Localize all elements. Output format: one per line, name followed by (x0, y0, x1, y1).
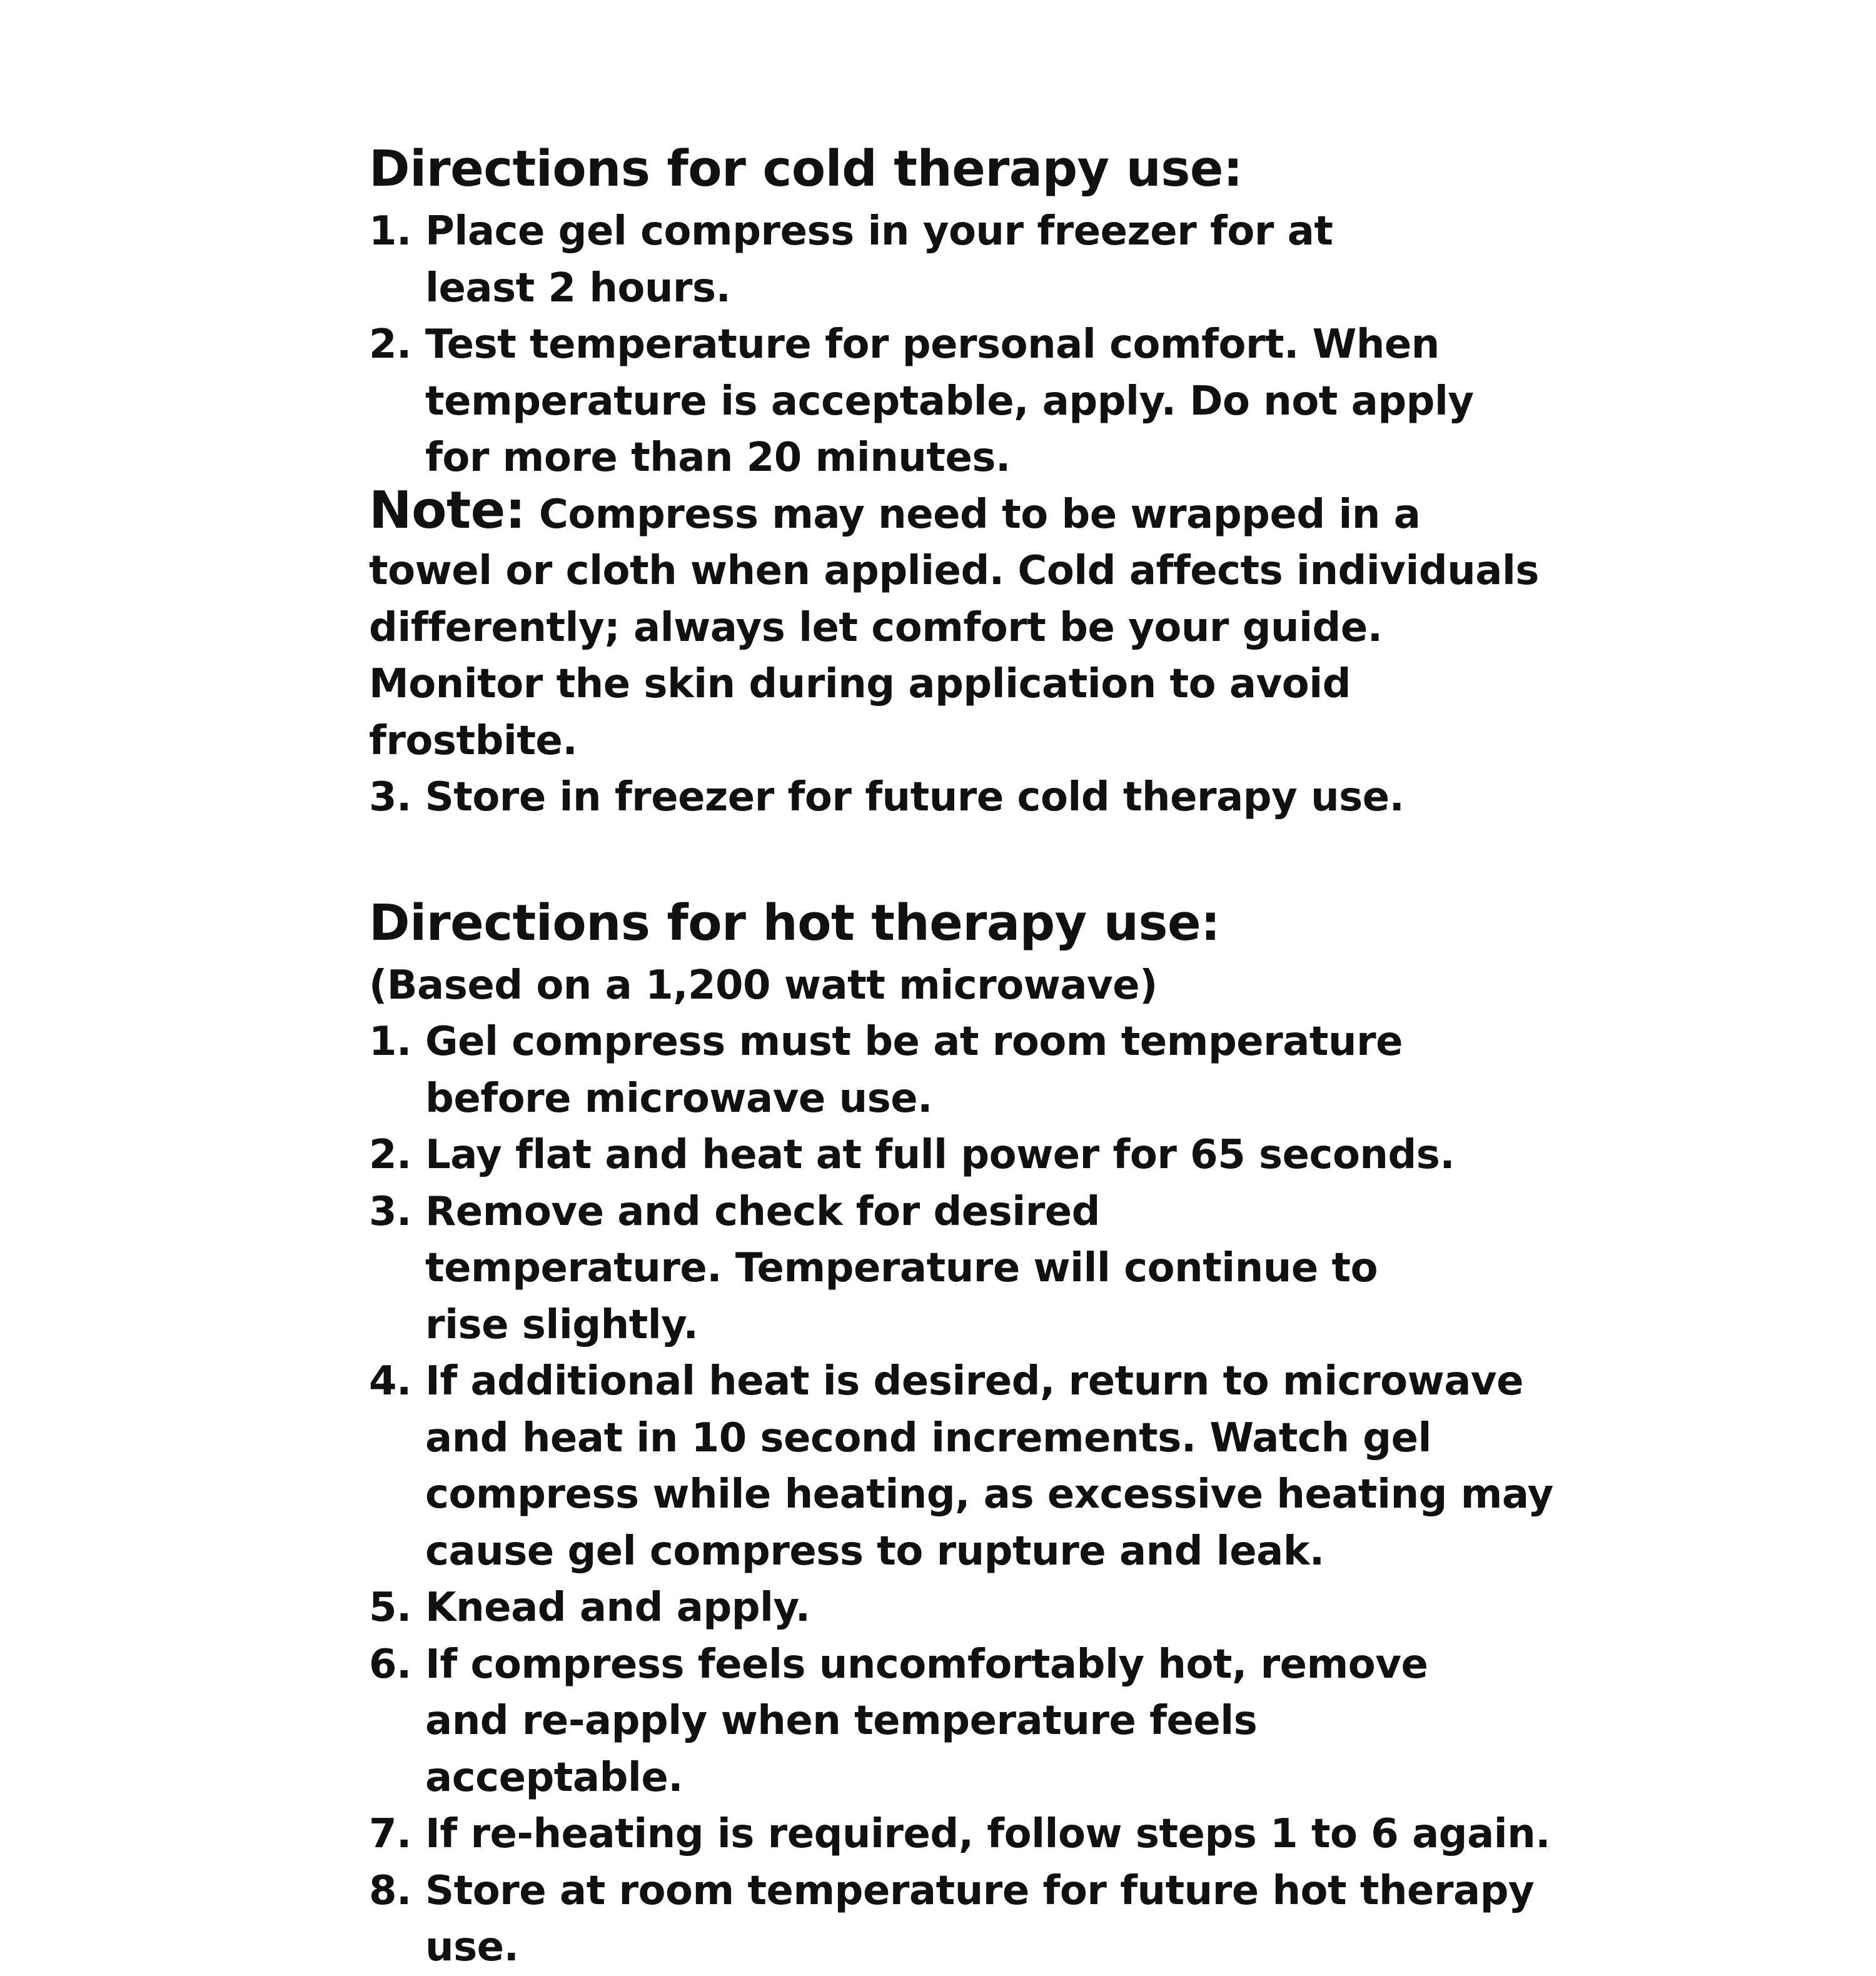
list-item (369, 1184, 1401, 1354)
step-number: 7. (369, 1811, 411, 1857)
step-text: Place gel compress in your freezer for at least 2 hours. (425, 208, 1333, 311)
step-number: 2. (369, 321, 411, 368)
cold-therapy-steps (369, 203, 1557, 486)
step-number: 3. (369, 1188, 411, 1235)
list-item (369, 1127, 1545, 1184)
step-text: Test temperature for personal comfort. When temperature is acceptable, apply. Do not apply for more than 20 minutes. (425, 321, 1474, 481)
hot-therapy-heading: Directions for hot therapy use: (369, 894, 1221, 952)
step-text: Remove and check for desired temperature. Temperature will continue to rise slightly. (425, 1188, 1378, 1348)
list-item (369, 1636, 1451, 1807)
step-text: Lay flat and heat at full power for 65 seconds. (425, 1132, 1455, 1178)
list-item (369, 1863, 1613, 1976)
cold-therapy-step-3: 3. Store in freezer for future cold therapy use. (369, 774, 1404, 820)
step-text: Gel compress must be at room temperature before microwave use. (425, 1019, 1403, 1122)
step-number: 8. (369, 1867, 411, 1914)
step-number: 1. (369, 1019, 411, 1065)
step-text: If additional heat is desired, return to microwave and heat in 10 second increments. Watch gel compress while heating, as excessive heating may cause gel compress to rupture and leak. (425, 1358, 1553, 1575)
step-text: Knead and apply. (425, 1585, 810, 1631)
step-text: If re-heating is required, follow steps 1 to 6 again. (425, 1811, 1551, 1857)
step-number: 4. (369, 1358, 411, 1404)
step-text: Store at room temperature for future hot therapy use. (425, 1867, 1535, 1970)
directions-document (369, 134, 1557, 1976)
step-number: 5. (369, 1585, 411, 1631)
list-item (369, 203, 1401, 316)
hot-therapy-subheading: (Based on a 1,200 watt microwave) (369, 962, 1157, 1009)
step-number: 2. (369, 1132, 411, 1178)
hot-therapy-steps (369, 1014, 1557, 1976)
step-text: If compress feels uncomfortably hot, remove and re-apply when temperature feels acceptable. (425, 1641, 1428, 1801)
list-item (369, 1580, 1576, 1636)
step-number: 6. (369, 1641, 411, 1688)
list-item (369, 1353, 1576, 1580)
step-number: 1. (369, 208, 411, 255)
list-item (369, 316, 1545, 486)
cold-therapy-heading: Directions for cold therapy use: (369, 140, 1243, 198)
hot-therapy-section (369, 889, 1557, 1976)
note-text: Compress may need to be wrapped in a towel or cloth when applied. Cold affects individuals differently; always let comfort be your guide. Monitor the skin during application to avoid frostbite. (369, 491, 1539, 764)
list-item (369, 1806, 1588, 1863)
list-item (369, 1014, 1545, 1127)
cold-therapy-note (369, 480, 1545, 770)
note-label: Note: (369, 480, 526, 540)
cold-therapy-section (369, 134, 1557, 826)
